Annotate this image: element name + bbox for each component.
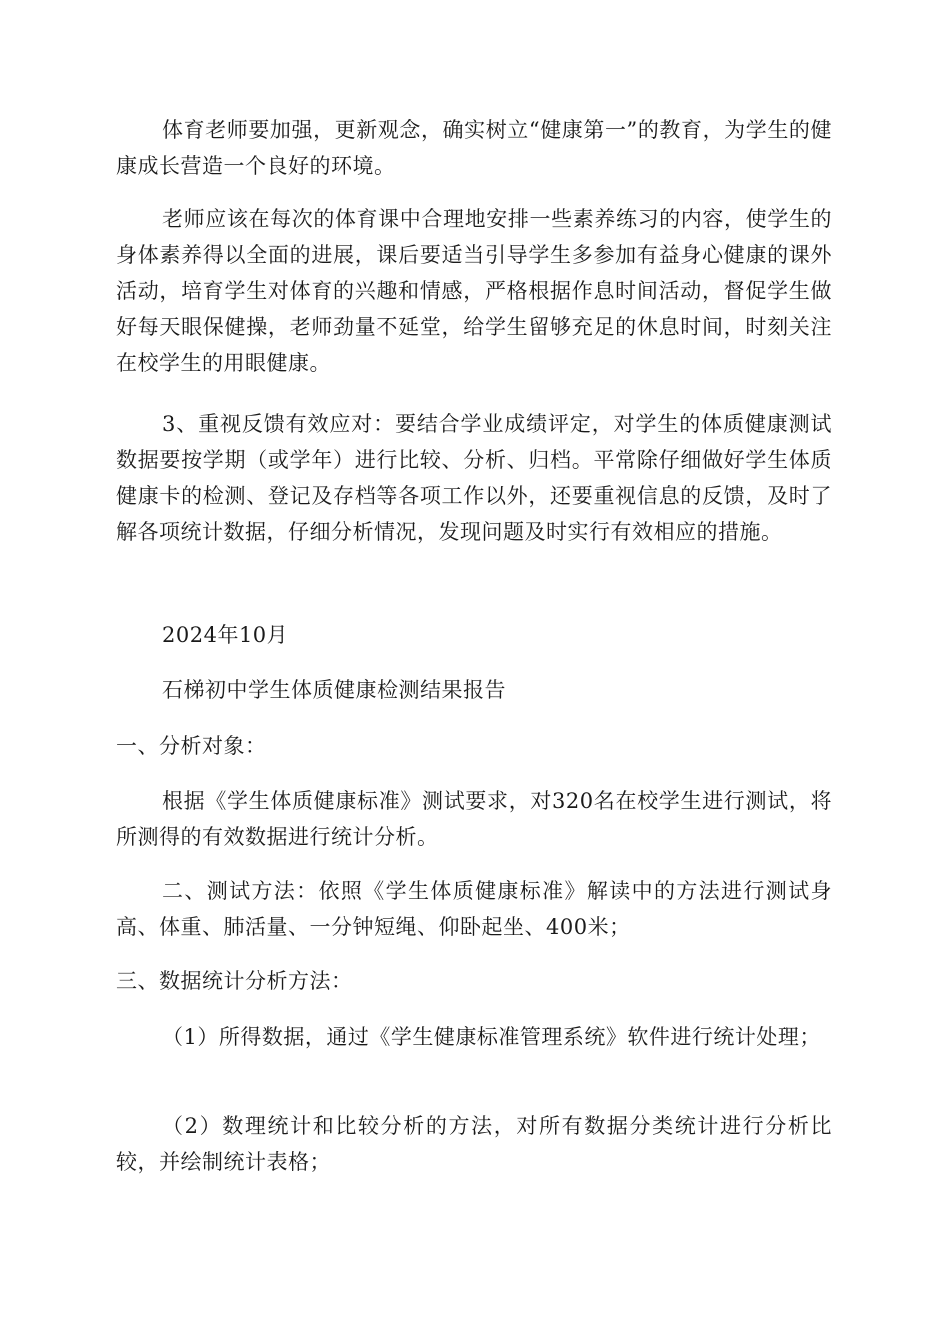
paragraph-teacher-arrangement: 老师应该在每次的体育课中合理地安排一些素养练习的内容，使学生的身体素养得以全面的进展，课后要适当引导学生多参加有益身心健康的课外活动，培育学生对体育的兴趣和情感，严格根据作息时间活动，督促学生做好每天眼保健操，老师劲量不延堂，给学生留够充足的休息时间，时刻关注在校学生的用眼健康。: [116, 207, 832, 375]
report-title: 石梯初中学生体质健康检测结果报告: [162, 678, 506, 702]
paragraph-feedback: 3、重视反馈有效应对：要结合学业成绩评定，对学生的体质健康测试数据要按学期（或学年）进行比较、分析、归档。平常除仔细做好学生体质健康卡的检测、登记及存档等各项工作以外，还要重视信息的反馈，及时了解各项统计数据，仔细分析情况，发现问题及时实行有效相应的措施。: [116, 412, 832, 544]
section-1-heading: 一、分析对象：: [116, 734, 267, 758]
paragraph-teacher-concept: 体育老师要加强，更新观念，确实树立“健康第一”的教育，为学生的健康成长营造一个良好的环境。: [116, 118, 832, 178]
date-line: 2024年10月: [162, 623, 289, 647]
section-2-test-method: 二、测试方法：依照《学生体质健康标准》解读中的方法进行测试身高、体重、肺活量、一分钟短绳、仰卧起坐、400米；: [116, 879, 832, 939]
section-3-heading: 三、数据统计分析方法：: [116, 969, 353, 993]
section-3-item-1: （1）所得数据，通过《学生健康标准管理系统》软件进行统计处理；: [162, 1025, 821, 1049]
section-3-item-2: （2）数理统计和比较分析的方法，对所有数据分类统计进行分析比较，并绘制统计表格；: [116, 1114, 832, 1174]
section-1-body: 根据《学生体质健康标准》测试要求，对320名在校学生进行测试，将所测得的有效数据进行统计分析。: [116, 789, 832, 849]
